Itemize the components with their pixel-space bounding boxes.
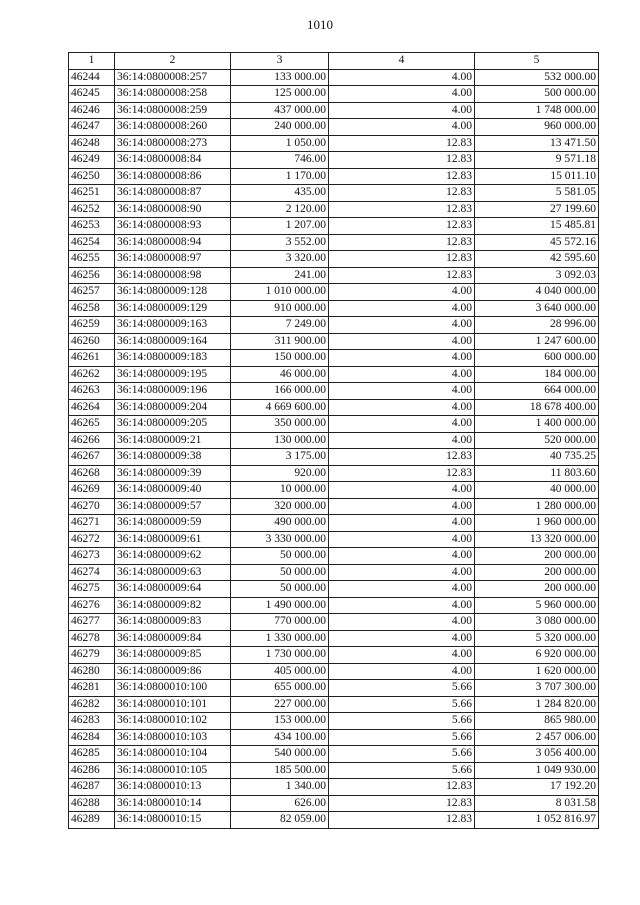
value-cell: 82 059.00 xyxy=(231,812,329,829)
row-number-cell: 46258 xyxy=(69,300,115,317)
table-row xyxy=(69,300,599,317)
table-row xyxy=(69,647,599,664)
rate-cell: 4.00 xyxy=(329,284,475,301)
table-row xyxy=(69,812,599,829)
table-row xyxy=(69,284,599,301)
total-cell: 40 735.25 xyxy=(475,449,599,466)
table-row xyxy=(69,515,599,532)
table-row xyxy=(69,119,599,136)
table-row xyxy=(69,218,599,235)
rate-cell: 12.83 xyxy=(329,168,475,185)
cadastral-number-cell: 36:14:0800009:85 xyxy=(115,647,231,664)
total-cell: 520 000.00 xyxy=(475,432,599,449)
rate-cell: 12.83 xyxy=(329,267,475,284)
rate-cell: 12.83 xyxy=(329,812,475,829)
cadastral-number-cell: 36:14:0800009:59 xyxy=(115,515,231,532)
table-row xyxy=(69,498,599,515)
value-cell: 50 000.00 xyxy=(231,581,329,598)
cadastral-number-cell: 36:14:0800009:196 xyxy=(115,383,231,400)
row-number-cell: 46285 xyxy=(69,746,115,763)
row-number-cell: 46253 xyxy=(69,218,115,235)
cadastral-number-cell: 36:14:0800009:83 xyxy=(115,614,231,631)
total-cell: 27 199.60 xyxy=(475,201,599,218)
rate-cell: 5.66 xyxy=(329,746,475,763)
cadastral-number-cell: 36:14:0800009:195 xyxy=(115,366,231,383)
table-body xyxy=(69,69,599,828)
value-cell: 437 000.00 xyxy=(231,102,329,119)
value-cell: 655 000.00 xyxy=(231,680,329,697)
value-cell: 910 000.00 xyxy=(231,300,329,317)
cadastral-number-cell: 36:14:0800010:14 xyxy=(115,795,231,812)
total-cell: 500 000.00 xyxy=(475,86,599,103)
value-cell: 125 000.00 xyxy=(231,86,329,103)
value-cell: 540 000.00 xyxy=(231,746,329,763)
rate-cell: 5.66 xyxy=(329,680,475,697)
header-row xyxy=(69,53,599,70)
total-cell: 3 640 000.00 xyxy=(475,300,599,317)
total-cell: 1 049 930.00 xyxy=(475,762,599,779)
cadastral-number-cell: 36:14:0800008:98 xyxy=(115,267,231,284)
total-cell: 865 980.00 xyxy=(475,713,599,730)
row-number-cell: 46254 xyxy=(69,234,115,251)
rate-cell: 12.83 xyxy=(329,185,475,202)
row-number-cell: 46255 xyxy=(69,251,115,268)
rate-cell: 4.00 xyxy=(329,399,475,416)
value-cell: 4 669 600.00 xyxy=(231,399,329,416)
value-cell: 46 000.00 xyxy=(231,366,329,383)
value-cell: 241.00 xyxy=(231,267,329,284)
row-number-cell: 46275 xyxy=(69,581,115,598)
table-row xyxy=(69,663,599,680)
value-cell: 3 320.00 xyxy=(231,251,329,268)
total-cell: 200 000.00 xyxy=(475,581,599,598)
table-row xyxy=(69,614,599,631)
row-number-cell: 46279 xyxy=(69,647,115,664)
value-cell: 1 010 000.00 xyxy=(231,284,329,301)
row-number-cell: 46259 xyxy=(69,317,115,334)
value-cell: 320 000.00 xyxy=(231,498,329,515)
value-cell: 50 000.00 xyxy=(231,548,329,565)
total-cell: 42 595.60 xyxy=(475,251,599,268)
table-row xyxy=(69,696,599,713)
total-cell: 184 000.00 xyxy=(475,366,599,383)
total-cell: 15 485.81 xyxy=(475,218,599,235)
total-cell: 600 000.00 xyxy=(475,350,599,367)
rate-cell: 4.00 xyxy=(329,432,475,449)
total-cell: 6 920 000.00 xyxy=(475,647,599,664)
rate-cell: 12.83 xyxy=(329,152,475,169)
cadastral-number-cell: 36:14:0800009:84 xyxy=(115,630,231,647)
cadastral-number-cell: 36:14:0800010:102 xyxy=(115,713,231,730)
value-cell: 1 207.00 xyxy=(231,218,329,235)
total-cell: 28 996.00 xyxy=(475,317,599,334)
row-number-cell: 46252 xyxy=(69,201,115,218)
page-number: 1010 xyxy=(307,17,333,32)
row-number-cell: 46260 xyxy=(69,333,115,350)
cadastral-number-cell: 36:14:0800010:103 xyxy=(115,729,231,746)
row-number-cell: 46278 xyxy=(69,630,115,647)
value-cell: 185 500.00 xyxy=(231,762,329,779)
value-cell: 3 175.00 xyxy=(231,449,329,466)
value-cell: 240 000.00 xyxy=(231,119,329,136)
cadastral-number-cell: 36:14:0800008:259 xyxy=(115,102,231,119)
rate-cell: 4.00 xyxy=(329,630,475,647)
row-number-cell: 46272 xyxy=(69,531,115,548)
value-cell: 2 120.00 xyxy=(231,201,329,218)
table-row xyxy=(69,449,599,466)
value-cell: 7 249.00 xyxy=(231,317,329,334)
total-cell: 3 092.03 xyxy=(475,267,599,284)
value-cell: 435.00 xyxy=(231,185,329,202)
value-cell: 1 170.00 xyxy=(231,168,329,185)
cadastral-number-cell: 36:14:0800009:183 xyxy=(115,350,231,367)
cadastral-number-cell: 36:14:0800010:104 xyxy=(115,746,231,763)
cadastral-number-cell: 36:14:0800009:40 xyxy=(115,482,231,499)
table-row xyxy=(69,729,599,746)
rate-cell: 12.83 xyxy=(329,218,475,235)
cadastral-number-cell: 36:14:0800010:105 xyxy=(115,762,231,779)
value-cell: 153 000.00 xyxy=(231,713,329,730)
rate-cell: 4.00 xyxy=(329,663,475,680)
data-table xyxy=(68,52,599,829)
cadastral-number-cell: 36:14:0800008:258 xyxy=(115,86,231,103)
row-number-cell: 46277 xyxy=(69,614,115,631)
rate-cell: 4.00 xyxy=(329,482,475,499)
column-header-5: 5 xyxy=(475,53,599,70)
rate-cell: 4.00 xyxy=(329,416,475,433)
row-number-cell: 46249 xyxy=(69,152,115,169)
cadastral-number-cell: 36:14:0800009:38 xyxy=(115,449,231,466)
table-row xyxy=(69,366,599,383)
total-cell: 532 000.00 xyxy=(475,69,599,86)
row-number-cell: 46273 xyxy=(69,548,115,565)
rate-cell: 5.66 xyxy=(329,762,475,779)
total-cell: 17 192.20 xyxy=(475,779,599,796)
row-number-cell: 46287 xyxy=(69,779,115,796)
value-cell: 770 000.00 xyxy=(231,614,329,631)
rate-cell: 12.83 xyxy=(329,201,475,218)
table-row xyxy=(69,482,599,499)
row-number-cell: 46262 xyxy=(69,366,115,383)
value-cell: 1 330 000.00 xyxy=(231,630,329,647)
row-number-cell: 46286 xyxy=(69,762,115,779)
value-cell: 1 730 000.00 xyxy=(231,647,329,664)
cadastral-number-cell: 36:14:0800008:87 xyxy=(115,185,231,202)
row-number-cell: 46288 xyxy=(69,795,115,812)
cadastral-number-cell: 36:14:0800009:163 xyxy=(115,317,231,334)
value-cell: 166 000.00 xyxy=(231,383,329,400)
rate-cell: 4.00 xyxy=(329,86,475,103)
cadastral-number-cell: 36:14:0800008:84 xyxy=(115,152,231,169)
column-header-2: 2 xyxy=(115,53,231,70)
rate-cell: 4.00 xyxy=(329,498,475,515)
rate-cell: 4.00 xyxy=(329,581,475,598)
total-cell: 1 620 000.00 xyxy=(475,663,599,680)
total-cell: 40 000.00 xyxy=(475,482,599,499)
table-row xyxy=(69,779,599,796)
cadastral-number-cell: 36:14:0800008:273 xyxy=(115,135,231,152)
total-cell: 1 960 000.00 xyxy=(475,515,599,532)
column-header-4: 4 xyxy=(329,53,475,70)
cadastral-number-cell: 36:14:0800009:204 xyxy=(115,399,231,416)
total-cell: 664 000.00 xyxy=(475,383,599,400)
table-row xyxy=(69,465,599,482)
row-number-cell: 46268 xyxy=(69,465,115,482)
cadastral-number-cell: 36:14:0800009:205 xyxy=(115,416,231,433)
cadastral-number-cell: 36:14:0800009:164 xyxy=(115,333,231,350)
row-number-cell: 46271 xyxy=(69,515,115,532)
value-cell: 227 000.00 xyxy=(231,696,329,713)
rate-cell: 4.00 xyxy=(329,317,475,334)
table-row xyxy=(69,350,599,367)
value-cell: 405 000.00 xyxy=(231,663,329,680)
cadastral-number-cell: 36:14:0800010:15 xyxy=(115,812,231,829)
table-row xyxy=(69,317,599,334)
rate-cell: 12.83 xyxy=(329,795,475,812)
value-cell: 1 050.00 xyxy=(231,135,329,152)
total-cell: 4 040 000.00 xyxy=(475,284,599,301)
row-number-cell: 46267 xyxy=(69,449,115,466)
row-number-cell: 46283 xyxy=(69,713,115,730)
total-cell: 9 571.18 xyxy=(475,152,599,169)
total-cell: 45 572.16 xyxy=(475,234,599,251)
table-row xyxy=(69,102,599,119)
table-row xyxy=(69,267,599,284)
total-cell: 2 457 006.00 xyxy=(475,729,599,746)
rate-cell: 5.66 xyxy=(329,696,475,713)
table-row xyxy=(69,135,599,152)
value-cell: 626.00 xyxy=(231,795,329,812)
row-number-cell: 46256 xyxy=(69,267,115,284)
total-cell: 1 052 816.97 xyxy=(475,812,599,829)
row-number-cell: 46282 xyxy=(69,696,115,713)
rate-cell: 4.00 xyxy=(329,366,475,383)
cadastral-number-cell: 36:14:0800009:63 xyxy=(115,564,231,581)
total-cell: 1 280 000.00 xyxy=(475,498,599,515)
cadastral-number-cell: 36:14:0800010:13 xyxy=(115,779,231,796)
cadastral-number-cell: 36:14:0800009:64 xyxy=(115,581,231,598)
value-cell: 311 900.00 xyxy=(231,333,329,350)
table-row xyxy=(69,399,599,416)
table-row xyxy=(69,69,599,86)
table-row xyxy=(69,548,599,565)
total-cell: 200 000.00 xyxy=(475,548,599,565)
row-number-cell: 46257 xyxy=(69,284,115,301)
rate-cell: 4.00 xyxy=(329,333,475,350)
table-row xyxy=(69,416,599,433)
table-row xyxy=(69,795,599,812)
rate-cell: 12.83 xyxy=(329,251,475,268)
cadastral-number-cell: 36:14:0800009:82 xyxy=(115,597,231,614)
row-number-cell: 46265 xyxy=(69,416,115,433)
row-number-cell: 46281 xyxy=(69,680,115,697)
cadastral-number-cell: 36:14:0800009:62 xyxy=(115,548,231,565)
table-row xyxy=(69,746,599,763)
total-cell: 200 000.00 xyxy=(475,564,599,581)
row-number-cell: 46274 xyxy=(69,564,115,581)
cadastral-number-cell: 36:14:0800009:39 xyxy=(115,465,231,482)
table-row xyxy=(69,383,599,400)
rate-cell: 5.66 xyxy=(329,713,475,730)
total-cell: 5 960 000.00 xyxy=(475,597,599,614)
row-number-cell: 46247 xyxy=(69,119,115,136)
value-cell: 133 000.00 xyxy=(231,69,329,86)
table-row xyxy=(69,630,599,647)
value-cell: 746.00 xyxy=(231,152,329,169)
rate-cell: 4.00 xyxy=(329,564,475,581)
row-number-cell: 46264 xyxy=(69,399,115,416)
table-row xyxy=(69,152,599,169)
table-row xyxy=(69,581,599,598)
cadastral-number-cell: 36:14:0800009:129 xyxy=(115,300,231,317)
row-number-cell: 46246 xyxy=(69,102,115,119)
cadastral-number-cell: 36:14:0800008:90 xyxy=(115,201,231,218)
column-header-3: 3 xyxy=(231,53,329,70)
rate-cell: 12.83 xyxy=(329,449,475,466)
rate-cell: 4.00 xyxy=(329,597,475,614)
row-number-cell: 46251 xyxy=(69,185,115,202)
total-cell: 5 581.05 xyxy=(475,185,599,202)
rate-cell: 4.00 xyxy=(329,614,475,631)
total-cell: 3 707 300.00 xyxy=(475,680,599,697)
row-number-cell: 46248 xyxy=(69,135,115,152)
total-cell: 13 320 000.00 xyxy=(475,531,599,548)
row-number-cell: 46266 xyxy=(69,432,115,449)
table-row xyxy=(69,185,599,202)
row-number-cell: 46250 xyxy=(69,168,115,185)
value-cell: 920.00 xyxy=(231,465,329,482)
total-cell: 1 284 820.00 xyxy=(475,696,599,713)
table-row xyxy=(69,564,599,581)
table-row xyxy=(69,234,599,251)
cadastral-number-cell: 36:14:0800008:94 xyxy=(115,234,231,251)
cadastral-number-cell: 36:14:0800008:97 xyxy=(115,251,231,268)
cadastral-number-cell: 36:14:0800009:61 xyxy=(115,531,231,548)
row-number-cell: 46245 xyxy=(69,86,115,103)
table-row xyxy=(69,251,599,268)
rate-cell: 4.00 xyxy=(329,548,475,565)
value-cell: 3 330 000.00 xyxy=(231,531,329,548)
rate-cell: 4.00 xyxy=(329,515,475,532)
rate-cell: 12.83 xyxy=(329,135,475,152)
cadastral-number-cell: 36:14:0800008:86 xyxy=(115,168,231,185)
value-cell: 1 340.00 xyxy=(231,779,329,796)
value-cell: 350 000.00 xyxy=(231,416,329,433)
row-number-cell: 46269 xyxy=(69,482,115,499)
table-header xyxy=(69,53,599,70)
cadastral-number-cell: 36:14:0800009:128 xyxy=(115,284,231,301)
value-cell: 130 000.00 xyxy=(231,432,329,449)
total-cell: 1 247 600.00 xyxy=(475,333,599,350)
table-row xyxy=(69,713,599,730)
total-cell: 1 400 000.00 xyxy=(475,416,599,433)
total-cell: 5 320 000.00 xyxy=(475,630,599,647)
cadastral-number-cell: 36:14:0800010:100 xyxy=(115,680,231,697)
value-cell: 1 490 000.00 xyxy=(231,597,329,614)
cadastral-number-cell: 36:14:0800008:93 xyxy=(115,218,231,235)
total-cell: 1 748 000.00 xyxy=(475,102,599,119)
value-cell: 490 000.00 xyxy=(231,515,329,532)
table-row xyxy=(69,432,599,449)
rate-cell: 4.00 xyxy=(329,69,475,86)
rate-cell: 4.00 xyxy=(329,300,475,317)
cadastral-number-cell: 36:14:0800008:257 xyxy=(115,69,231,86)
rate-cell: 12.83 xyxy=(329,465,475,482)
total-cell: 3 080 000.00 xyxy=(475,614,599,631)
rate-cell: 5.66 xyxy=(329,729,475,746)
table-row xyxy=(69,680,599,697)
table-row xyxy=(69,86,599,103)
rate-cell: 4.00 xyxy=(329,647,475,664)
table-row xyxy=(69,168,599,185)
row-number-cell: 46276 xyxy=(69,597,115,614)
table-row xyxy=(69,597,599,614)
rate-cell: 4.00 xyxy=(329,531,475,548)
value-cell: 150 000.00 xyxy=(231,350,329,367)
rate-cell: 4.00 xyxy=(329,119,475,136)
value-cell: 50 000.00 xyxy=(231,564,329,581)
rate-cell: 12.83 xyxy=(329,779,475,796)
rate-cell: 4.00 xyxy=(329,350,475,367)
total-cell: 11 803.60 xyxy=(475,465,599,482)
cadastral-number-cell: 36:14:0800009:21 xyxy=(115,432,231,449)
row-number-cell: 46289 xyxy=(69,812,115,829)
total-cell: 3 056 400.00 xyxy=(475,746,599,763)
total-cell: 13 471.50 xyxy=(475,135,599,152)
cadastral-number-cell: 36:14:0800009:86 xyxy=(115,663,231,680)
value-cell: 434 100.00 xyxy=(231,729,329,746)
cadastral-number-cell: 36:14:0800010:101 xyxy=(115,696,231,713)
row-number-cell: 46261 xyxy=(69,350,115,367)
cadastral-number-cell: 36:14:0800008:260 xyxy=(115,119,231,136)
row-number-cell: 46284 xyxy=(69,729,115,746)
row-number-cell: 46244 xyxy=(69,69,115,86)
total-cell: 15 011.10 xyxy=(475,168,599,185)
rate-cell: 12.83 xyxy=(329,234,475,251)
row-number-cell: 46280 xyxy=(69,663,115,680)
total-cell: 18 678 400.00 xyxy=(475,399,599,416)
rate-cell: 4.00 xyxy=(329,383,475,400)
value-cell: 10 000.00 xyxy=(231,482,329,499)
table-row xyxy=(69,201,599,218)
total-cell: 960 000.00 xyxy=(475,119,599,136)
column-header-1: 1 xyxy=(69,53,115,70)
row-number-cell: 46270 xyxy=(69,498,115,515)
rate-cell: 4.00 xyxy=(329,102,475,119)
cadastral-number-cell: 36:14:0800009:57 xyxy=(115,498,231,515)
row-number-cell: 46263 xyxy=(69,383,115,400)
table-row xyxy=(69,531,599,548)
total-cell: 8 031.58 xyxy=(475,795,599,812)
value-cell: 3 552.00 xyxy=(231,234,329,251)
table-row xyxy=(69,333,599,350)
table-row xyxy=(69,762,599,779)
